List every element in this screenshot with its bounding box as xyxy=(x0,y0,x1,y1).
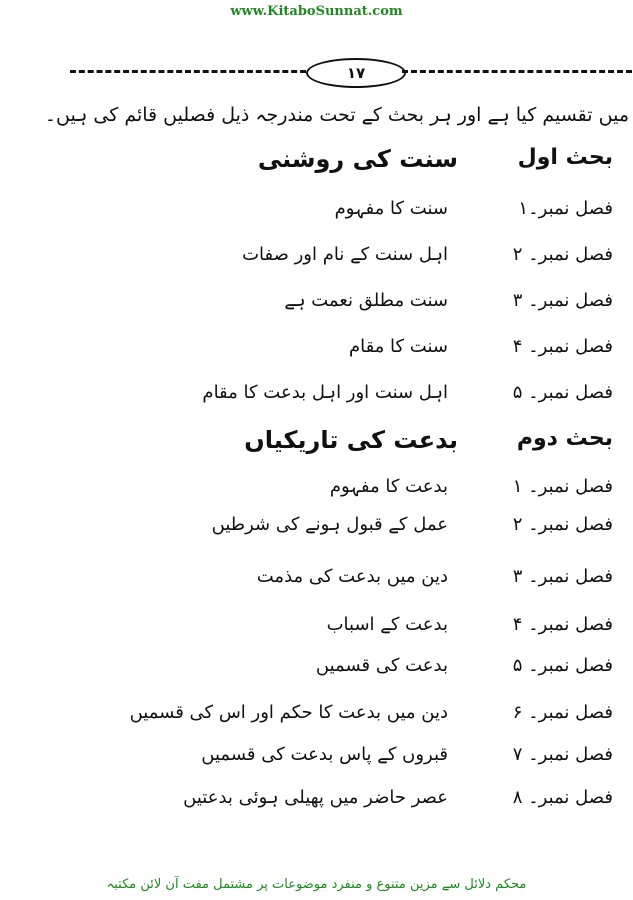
chapter-number: فصل نمبر۔ ۷ xyxy=(512,744,613,765)
chapter-number: فصل نمبر۔ ۶ xyxy=(512,702,613,723)
chapter-topic: اہل سنت کے نام اور صفات xyxy=(242,244,448,265)
chapter-topic: سنت کا مقام xyxy=(348,336,448,357)
chapter-number: فصل نمبر۔ ۲ xyxy=(512,514,613,535)
chapter-topic: دین میں بدعت کی مذمت xyxy=(256,566,448,587)
section-label: بحث دوم xyxy=(516,426,613,451)
chapter-row xyxy=(3,744,613,774)
dashed-rule-right xyxy=(402,70,632,73)
dashed-rule-left xyxy=(70,70,306,73)
chapter-number: فصل نمبر۔ ۱ xyxy=(512,476,613,497)
chapter-row xyxy=(3,198,613,228)
chapter-number: فصل نمبر۔ ۳ xyxy=(512,290,613,311)
chapter-topic: اہل سنت اور اہل بدعت کا مقام xyxy=(202,382,448,403)
chapter-topic: بدعت کی قسمیں xyxy=(315,655,448,676)
chapter-topic: بدعت کا مفہوم xyxy=(329,476,448,497)
chapter-number: فصل نمبر۔ ۴ xyxy=(512,614,613,635)
chapter-row xyxy=(3,244,613,274)
chapter-row xyxy=(3,655,613,685)
chapter-row xyxy=(3,787,613,817)
chapter-number: فصل نمبر۔ ۵ xyxy=(512,655,613,676)
footer-tagline: محکم دلائل سے مزین متنوع و منفرد موضوعات پر مشتمل مفت آن لائن مکتبہ xyxy=(106,877,527,892)
section-title: سنت کی روشنی xyxy=(257,145,458,173)
chapter-row xyxy=(3,566,613,596)
section-label: بحث اول xyxy=(517,145,613,170)
page-number: ۱۷ xyxy=(306,58,406,88)
chapter-topic: بدعت کے اسباب xyxy=(326,614,448,635)
chapter-row xyxy=(3,514,613,544)
chapter-row xyxy=(3,382,613,412)
chapter-topic: عصر حاضر میں پھیلی ہوئی بدعتیں xyxy=(183,787,448,808)
chapter-row xyxy=(3,476,613,506)
chapter-topic: دین میں بدعت کا حکم اور اس کی قسمیں xyxy=(129,702,448,723)
section-title: بدعت کی تاریکیاں xyxy=(244,426,458,454)
chapter-number: فصل نمبر۔ ۳ xyxy=(512,566,613,587)
chapter-number: فصل نمبر۔ ۲ xyxy=(512,244,613,265)
chapter-topic: قبروں کے پاس بدعت کی قسمیں xyxy=(201,744,448,765)
chapter-topic: عمل کے قبول ہونے کی شرطیں xyxy=(211,514,448,535)
site-url[interactable]: www.KitaboSunnat.com xyxy=(230,4,403,19)
chapter-number: فصل نمبر۔ ۸ xyxy=(512,787,613,808)
chapter-row xyxy=(3,290,613,320)
intro-text: میں تقسیم کیا ہے اور ہر بحث کے تحت مندرجہ ذیل فصلیں قائم کی ہیں۔ xyxy=(44,104,629,126)
section-heading-1 xyxy=(3,145,613,179)
chapter-row xyxy=(3,614,613,644)
chapter-number: فصل نمبر۔ ۵ xyxy=(512,382,613,403)
chapter-row xyxy=(3,702,613,732)
chapter-number: فصل نمبر۔۱ xyxy=(518,198,613,219)
chapter-row xyxy=(3,336,613,366)
chapter-number: فصل نمبر۔ ۴ xyxy=(512,336,613,357)
chapter-topic: سنت مطلق نعمت ہے xyxy=(284,290,448,311)
section-heading-2 xyxy=(3,426,613,460)
chapter-topic: سنت کا مفہوم xyxy=(334,198,448,219)
